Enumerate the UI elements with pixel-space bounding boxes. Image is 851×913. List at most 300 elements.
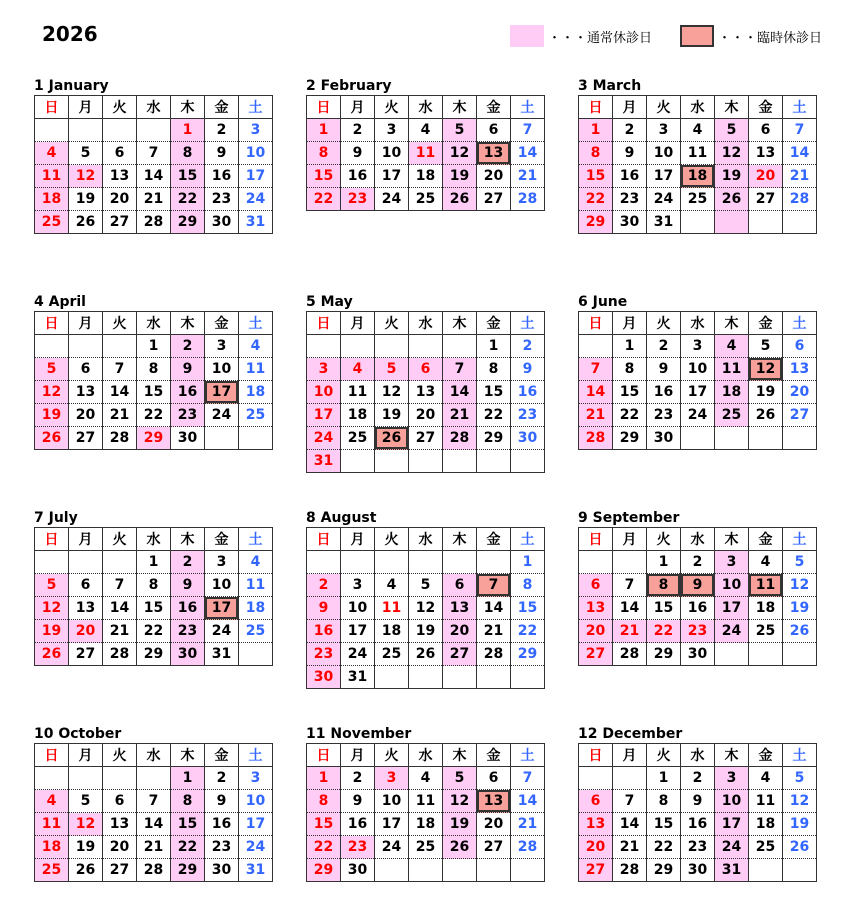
- day-cell: 19: [35, 620, 69, 643]
- day-cell: 29: [307, 859, 341, 882]
- day-cell: 29: [137, 427, 171, 450]
- day-cell: 17: [239, 813, 273, 836]
- weekday-header: 月: [69, 312, 103, 335]
- day-cell: 19: [783, 813, 817, 836]
- day-cell: 17: [715, 597, 749, 620]
- empty-cell: [409, 551, 443, 574]
- day-cell: 11: [375, 597, 409, 620]
- day-cell: 6: [749, 119, 783, 142]
- day-cell: 12: [409, 597, 443, 620]
- day-cell: 27: [69, 427, 103, 450]
- weekday-header: 土: [511, 96, 545, 119]
- weekday-header: 月: [69, 528, 103, 551]
- day-cell: 26: [409, 643, 443, 666]
- day-cell: 9: [341, 142, 375, 165]
- day-cell: 9: [205, 790, 239, 813]
- weekday-header: 土: [511, 744, 545, 767]
- day-cell: 23: [171, 620, 205, 643]
- weekday-header: 火: [375, 744, 409, 767]
- day-cell: 18: [681, 165, 715, 188]
- day-cell: 5: [375, 358, 409, 381]
- day-cell: 22: [613, 404, 647, 427]
- weekday-header: 金: [477, 96, 511, 119]
- empty-cell: [443, 859, 477, 882]
- day-cell: 7: [103, 574, 137, 597]
- weekday-header: 水: [409, 96, 443, 119]
- day-cell: 16: [205, 165, 239, 188]
- day-cell: 15: [137, 597, 171, 620]
- weekday-header: 日: [307, 744, 341, 767]
- day-cell: 2: [681, 551, 715, 574]
- empty-cell: [749, 859, 783, 882]
- day-cell: 31: [307, 450, 341, 473]
- day-cell: 12: [783, 790, 817, 813]
- weekday-header: 日: [35, 312, 69, 335]
- day-cell: 20: [69, 620, 103, 643]
- empty-cell: [137, 767, 171, 790]
- day-cell: 19: [375, 404, 409, 427]
- weekday-header: 月: [341, 528, 375, 551]
- day-cell: 16: [171, 597, 205, 620]
- day-cell: 3: [647, 119, 681, 142]
- day-cell: 3: [715, 551, 749, 574]
- day-cell: 27: [103, 859, 137, 882]
- empty-cell: [409, 859, 443, 882]
- day-cell: 24: [307, 427, 341, 450]
- day-cell: 27: [103, 211, 137, 234]
- empty-cell: [103, 119, 137, 142]
- empty-cell: [341, 335, 375, 358]
- day-cell: 20: [783, 381, 817, 404]
- weekday-header: 土: [783, 744, 817, 767]
- day-cell: 12: [783, 574, 817, 597]
- day-cell: 10: [205, 574, 239, 597]
- day-cell: 23: [511, 404, 545, 427]
- day-cell: 1: [477, 335, 511, 358]
- day-cell: 26: [35, 427, 69, 450]
- day-cell: 13: [477, 790, 511, 813]
- day-cell: 5: [443, 767, 477, 790]
- day-cell: 17: [647, 165, 681, 188]
- month-table: [578, 743, 817, 882]
- day-cell: 3: [341, 574, 375, 597]
- day-cell: 6: [579, 574, 613, 597]
- day-cell: 10: [375, 790, 409, 813]
- day-cell: 13: [103, 165, 137, 188]
- empty-cell: [579, 551, 613, 574]
- day-cell: 14: [137, 813, 171, 836]
- day-cell: 23: [307, 643, 341, 666]
- month-calendar: [34, 726, 272, 882]
- day-cell: 18: [409, 165, 443, 188]
- weekday-header: 水: [681, 96, 715, 119]
- day-cell: 21: [511, 813, 545, 836]
- day-cell: 10: [715, 790, 749, 813]
- day-cell: 11: [239, 574, 273, 597]
- weekday-header: 月: [341, 744, 375, 767]
- day-cell: 26: [443, 836, 477, 859]
- month-table: [306, 743, 545, 882]
- day-cell: 18: [239, 597, 273, 620]
- day-cell: 11: [749, 574, 783, 597]
- temporary-closed-swatch: [680, 25, 714, 47]
- day-cell: 1: [171, 119, 205, 142]
- day-cell: 1: [647, 767, 681, 790]
- day-cell: 24: [205, 404, 239, 427]
- month-title: 10 October: [34, 726, 122, 742]
- day-cell: 24: [239, 836, 273, 859]
- day-cell: 16: [511, 381, 545, 404]
- day-cell: 26: [783, 836, 817, 859]
- day-cell: 13: [69, 381, 103, 404]
- day-cell: 28: [511, 188, 545, 211]
- day-cell: 12: [35, 381, 69, 404]
- day-cell: 18: [35, 836, 69, 859]
- empty-cell: [69, 767, 103, 790]
- day-cell: 15: [647, 813, 681, 836]
- empty-cell: [579, 335, 613, 358]
- month-title: 8 August: [306, 510, 377, 526]
- month-table: [34, 95, 273, 234]
- empty-cell: [239, 643, 273, 666]
- weekday-header: 土: [239, 744, 273, 767]
- day-cell: 3: [239, 119, 273, 142]
- weekday-header: 土: [239, 528, 273, 551]
- day-cell: 3: [715, 767, 749, 790]
- day-cell: 1: [579, 119, 613, 142]
- day-cell: 12: [443, 142, 477, 165]
- day-cell: 11: [341, 381, 375, 404]
- day-cell: 5: [69, 790, 103, 813]
- day-cell: 14: [103, 597, 137, 620]
- day-cell: 13: [579, 813, 613, 836]
- day-cell: 8: [137, 358, 171, 381]
- day-cell: 29: [647, 643, 681, 666]
- day-cell: 8: [307, 142, 341, 165]
- weekday-header: 水: [409, 312, 443, 335]
- empty-cell: [409, 450, 443, 473]
- empty-cell: [579, 767, 613, 790]
- day-cell: 4: [239, 551, 273, 574]
- day-cell: 10: [647, 142, 681, 165]
- day-cell: 20: [443, 620, 477, 643]
- empty-cell: [749, 427, 783, 450]
- day-cell: 20: [477, 813, 511, 836]
- month-title: 11 November: [306, 726, 412, 742]
- day-cell: 9: [341, 790, 375, 813]
- day-cell: 10: [239, 142, 273, 165]
- day-cell: 4: [375, 574, 409, 597]
- day-cell: 19: [443, 165, 477, 188]
- day-cell: 7: [613, 790, 647, 813]
- day-cell: 3: [375, 119, 409, 142]
- day-cell: 30: [511, 427, 545, 450]
- normal-closed-swatch: [510, 25, 544, 47]
- day-cell: 22: [477, 404, 511, 427]
- day-cell: 2: [341, 767, 375, 790]
- weekday-header: 火: [647, 744, 681, 767]
- weekday-header: 金: [205, 312, 239, 335]
- weekday-header: 日: [579, 96, 613, 119]
- day-cell: 2: [647, 335, 681, 358]
- day-cell: 24: [341, 643, 375, 666]
- day-cell: 2: [205, 767, 239, 790]
- month-table: [578, 95, 817, 234]
- day-cell: 15: [477, 381, 511, 404]
- day-cell: 10: [375, 142, 409, 165]
- weekday-header: 月: [69, 96, 103, 119]
- month-table: [34, 527, 273, 666]
- month-calendar: [578, 726, 816, 882]
- day-cell: 13: [443, 597, 477, 620]
- day-cell: 30: [681, 859, 715, 882]
- day-cell: 7: [137, 790, 171, 813]
- empty-cell: [35, 767, 69, 790]
- empty-cell: [783, 211, 817, 234]
- empty-cell: [511, 666, 545, 689]
- day-cell: 2: [307, 574, 341, 597]
- day-cell: 10: [307, 381, 341, 404]
- day-cell: 23: [613, 188, 647, 211]
- day-cell: 24: [715, 836, 749, 859]
- day-cell: 24: [681, 404, 715, 427]
- day-cell: 16: [171, 381, 205, 404]
- empty-cell: [681, 211, 715, 234]
- day-cell: 21: [477, 620, 511, 643]
- day-cell: 7: [137, 142, 171, 165]
- weekday-header: 火: [375, 528, 409, 551]
- empty-cell: [443, 666, 477, 689]
- weekday-header: 火: [647, 96, 681, 119]
- weekday-header: 水: [137, 96, 171, 119]
- day-cell: 31: [205, 643, 239, 666]
- day-cell: 8: [579, 142, 613, 165]
- weekday-header: 火: [103, 96, 137, 119]
- day-cell: 2: [205, 119, 239, 142]
- day-cell: 25: [375, 643, 409, 666]
- day-cell: 27: [409, 427, 443, 450]
- day-cell: 8: [137, 574, 171, 597]
- day-cell: 19: [715, 165, 749, 188]
- month-title: 1 January: [34, 78, 109, 94]
- day-cell: 18: [409, 813, 443, 836]
- day-cell: 25: [35, 859, 69, 882]
- empty-cell: [69, 335, 103, 358]
- weekday-header: 木: [171, 96, 205, 119]
- day-cell: 23: [681, 836, 715, 859]
- day-cell: 10: [341, 597, 375, 620]
- day-cell: 2: [341, 119, 375, 142]
- day-cell: 28: [579, 427, 613, 450]
- day-cell: 4: [681, 119, 715, 142]
- day-cell: 24: [715, 620, 749, 643]
- empty-cell: [375, 551, 409, 574]
- day-cell: 20: [69, 404, 103, 427]
- day-cell: 13: [783, 358, 817, 381]
- weekday-header: 土: [783, 312, 817, 335]
- day-cell: 17: [375, 813, 409, 836]
- weekday-header: 水: [409, 744, 443, 767]
- empty-cell: [137, 119, 171, 142]
- weekday-header: 月: [613, 312, 647, 335]
- empty-cell: [749, 643, 783, 666]
- day-cell: 18: [35, 188, 69, 211]
- empty-cell: [613, 551, 647, 574]
- day-cell: 28: [137, 859, 171, 882]
- weekday-header: 金: [477, 528, 511, 551]
- day-cell: 13: [409, 381, 443, 404]
- day-cell: 13: [103, 813, 137, 836]
- month-calendar: [34, 78, 272, 234]
- day-cell: 28: [613, 643, 647, 666]
- month-title: 5 May: [306, 294, 353, 310]
- day-cell: 5: [715, 119, 749, 142]
- day-cell: 8: [647, 790, 681, 813]
- day-cell: 8: [171, 142, 205, 165]
- day-cell: 29: [137, 643, 171, 666]
- day-cell: 5: [69, 142, 103, 165]
- day-cell: 2: [613, 119, 647, 142]
- day-cell: 15: [307, 813, 341, 836]
- day-cell: 23: [681, 620, 715, 643]
- weekday-header: 月: [341, 96, 375, 119]
- day-cell: 7: [443, 358, 477, 381]
- legend-temporary-label: ・・・臨時休診日: [718, 30, 823, 46]
- day-cell: 28: [477, 643, 511, 666]
- weekday-header: 火: [647, 528, 681, 551]
- day-cell: 29: [171, 859, 205, 882]
- day-cell: 28: [783, 188, 817, 211]
- empty-cell: [443, 551, 477, 574]
- day-cell: 4: [409, 767, 443, 790]
- weekday-header: 水: [681, 528, 715, 551]
- weekday-header: 水: [409, 528, 443, 551]
- day-cell: 16: [307, 620, 341, 643]
- empty-cell: [511, 859, 545, 882]
- day-cell: 29: [511, 643, 545, 666]
- weekday-header: 木: [715, 312, 749, 335]
- day-cell: 9: [613, 142, 647, 165]
- day-cell: 13: [749, 142, 783, 165]
- empty-cell: [307, 551, 341, 574]
- day-cell: 16: [681, 813, 715, 836]
- day-cell: 3: [681, 335, 715, 358]
- weekday-header: 木: [171, 528, 205, 551]
- day-cell: 30: [171, 427, 205, 450]
- weekday-header: 日: [307, 528, 341, 551]
- day-cell: 22: [307, 836, 341, 859]
- day-cell: 22: [511, 620, 545, 643]
- weekday-header: 土: [239, 312, 273, 335]
- day-cell: 17: [681, 381, 715, 404]
- day-cell: 21: [613, 836, 647, 859]
- day-cell: 5: [443, 119, 477, 142]
- day-cell: 4: [409, 119, 443, 142]
- day-cell: 11: [409, 142, 443, 165]
- day-cell: 6: [103, 790, 137, 813]
- day-cell: 13: [579, 597, 613, 620]
- empty-cell: [477, 859, 511, 882]
- day-cell: 6: [477, 767, 511, 790]
- day-cell: 17: [715, 813, 749, 836]
- legend-normal-closed: [510, 24, 652, 48]
- day-cell: 28: [103, 427, 137, 450]
- empty-cell: [409, 666, 443, 689]
- day-cell: 9: [681, 790, 715, 813]
- day-cell: 6: [579, 790, 613, 813]
- day-cell: 6: [69, 574, 103, 597]
- day-cell: 4: [239, 335, 273, 358]
- day-cell: 24: [205, 620, 239, 643]
- day-cell: 29: [647, 859, 681, 882]
- empty-cell: [715, 427, 749, 450]
- day-cell: 28: [103, 643, 137, 666]
- day-cell: 8: [613, 358, 647, 381]
- day-cell: 24: [647, 188, 681, 211]
- weekday-header: 金: [749, 96, 783, 119]
- day-cell: 14: [477, 597, 511, 620]
- day-cell: 29: [477, 427, 511, 450]
- empty-cell: [681, 427, 715, 450]
- month-title: 4 April: [34, 294, 86, 310]
- weekday-header: 日: [579, 744, 613, 767]
- day-cell: 16: [341, 165, 375, 188]
- day-cell: 17: [205, 597, 239, 620]
- day-cell: 15: [511, 597, 545, 620]
- day-cell: 12: [35, 597, 69, 620]
- day-cell: 7: [103, 358, 137, 381]
- day-cell: 18: [715, 381, 749, 404]
- day-cell: 24: [239, 188, 273, 211]
- empty-cell: [375, 859, 409, 882]
- day-cell: 15: [137, 381, 171, 404]
- day-cell: 20: [579, 620, 613, 643]
- day-cell: 14: [443, 381, 477, 404]
- day-cell: 11: [35, 165, 69, 188]
- month-calendar: [306, 294, 544, 473]
- day-cell: 2: [171, 335, 205, 358]
- empty-cell: [341, 450, 375, 473]
- day-cell: 1: [171, 767, 205, 790]
- empty-cell: [69, 551, 103, 574]
- month-calendar: [578, 294, 816, 450]
- weekday-header: 木: [443, 528, 477, 551]
- weekday-header: 土: [511, 528, 545, 551]
- day-cell: 14: [511, 790, 545, 813]
- day-cell: 16: [341, 813, 375, 836]
- day-cell: 22: [647, 836, 681, 859]
- weekday-header: 木: [443, 96, 477, 119]
- day-cell: 4: [341, 358, 375, 381]
- month-calendar: [306, 726, 544, 882]
- day-cell: 8: [307, 790, 341, 813]
- day-cell: 16: [647, 381, 681, 404]
- month-table: [306, 95, 545, 211]
- weekday-header: 金: [205, 744, 239, 767]
- day-cell: 25: [239, 620, 273, 643]
- weekday-header: 金: [205, 96, 239, 119]
- day-cell: 23: [205, 188, 239, 211]
- empty-cell: [477, 666, 511, 689]
- day-cell: 30: [171, 643, 205, 666]
- weekday-header: 火: [647, 312, 681, 335]
- day-cell: 26: [783, 620, 817, 643]
- weekday-header: 金: [749, 528, 783, 551]
- weekday-header: 木: [443, 744, 477, 767]
- day-cell: 4: [715, 335, 749, 358]
- empty-cell: [783, 859, 817, 882]
- day-cell: 17: [375, 165, 409, 188]
